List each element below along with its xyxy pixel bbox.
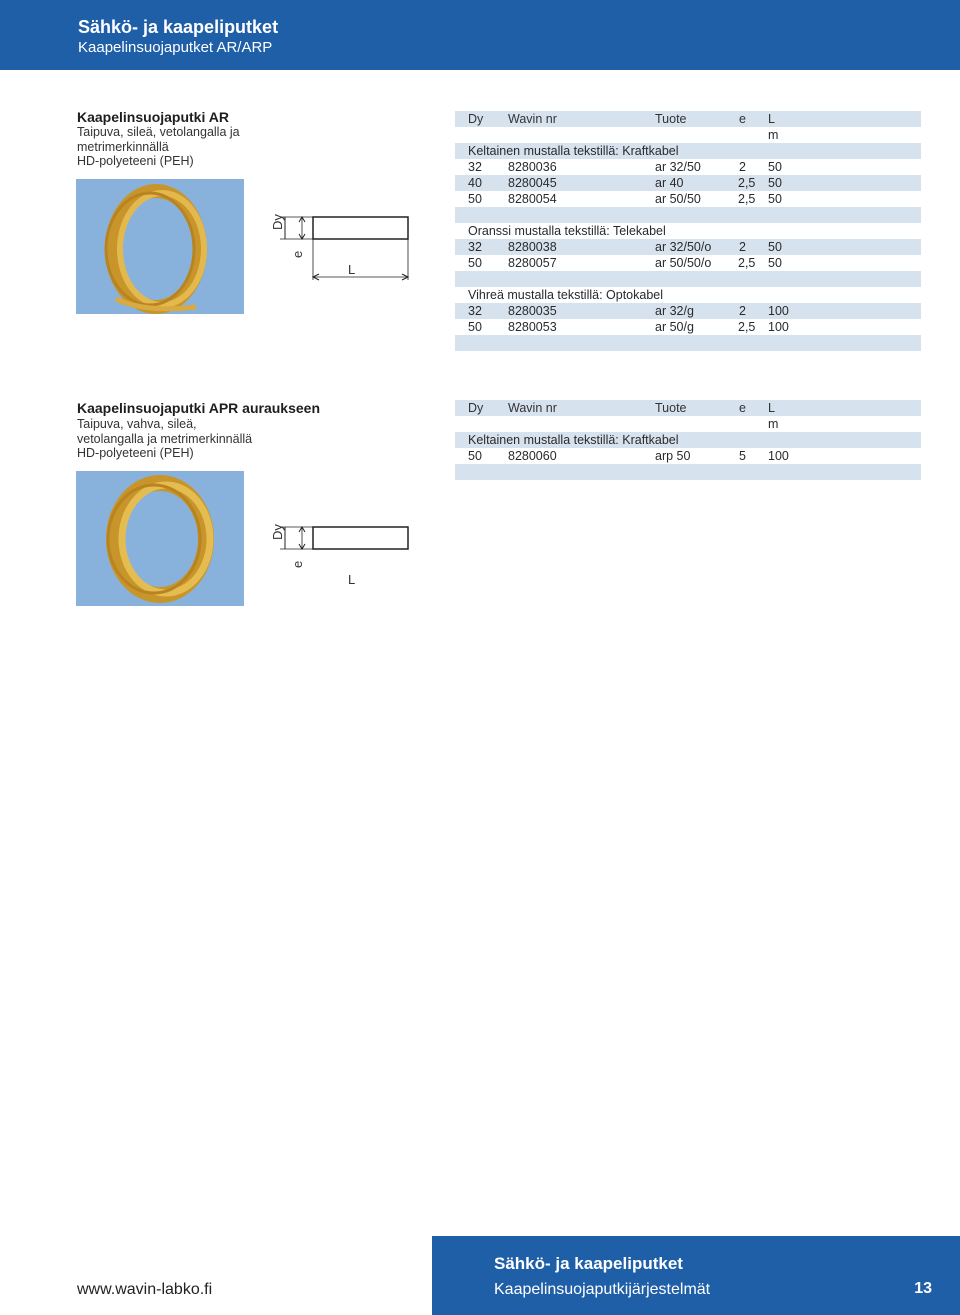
table-row: 32 8280036 ar 32/50 2 50 — [468, 160, 782, 174]
header-subtitle: Kaapelinsuojaputket AR/ARP — [78, 39, 273, 56]
col-dy: Dy — [468, 112, 484, 126]
table-header-row — [455, 111, 921, 127]
unit-m: m — [768, 128, 779, 142]
product-apr-photo — [76, 471, 244, 606]
diagram-label-l: L — [348, 572, 356, 587]
product-apr-description — [77, 417, 252, 461]
spacer-row — [455, 335, 921, 351]
pipe-dimension-diagram — [268, 212, 418, 282]
pipe-coil-image — [76, 179, 244, 314]
footer-bar — [432, 1236, 960, 1315]
section-label: Vihreä mustalla tekstillä: Optokabel — [468, 288, 664, 302]
diagram-label-e: e — [290, 560, 305, 568]
table-row: 32 8280038 ar 32/50/o 2 50 — [455, 239, 921, 255]
product-ar-table — [455, 111, 921, 351]
spacer-row — [455, 207, 921, 223]
table-header-row — [455, 400, 921, 416]
footer-url[interactable]: www.wavin-labko.fi — [77, 1281, 213, 1298]
table-unit-row — [455, 127, 921, 143]
diagram-label-dy: Dy — [270, 214, 285, 230]
table-row: 50 8280054 ar 50/50 2,5 50 — [468, 192, 782, 206]
desc-line: metrimerkinnällä — [77, 139, 169, 154]
footer-title: Sähkö- ja kaapeliputket — [494, 1254, 683, 1273]
section-label: Keltainen mustalla tekstillä: Kraftkabel — [455, 432, 921, 448]
page-header — [0, 0, 960, 70]
col-e: e — [739, 112, 746, 126]
desc-line: HD-polyeteeni (PEH) — [77, 154, 194, 168]
col-l: L — [768, 401, 775, 415]
table-row: 50 8280057 ar 50/50/o 2,5 50 — [468, 256, 782, 270]
product-apr-table — [455, 400, 921, 480]
col-wavin-nr: Wavin nr — [508, 112, 557, 126]
unit-m: m — [768, 417, 779, 431]
page-number: 13 — [914, 1280, 932, 1297]
product-ar-description — [77, 125, 240, 169]
pipe-coil-image — [76, 471, 244, 606]
col-tuote: Tuote — [655, 112, 687, 126]
table-row: 50 8280060 arp 50 5 100 — [468, 449, 789, 463]
table-row: 40 8280045 ar 40 2,5 50 — [455, 175, 921, 191]
footer-subtitle: Kaapelinsuojaputkijärjestelmät — [494, 1281, 711, 1298]
section-label: Oranssi mustalla tekstillä: Telekabel — [468, 224, 666, 238]
col-tuote: Tuote — [655, 401, 687, 415]
table-unit-row — [455, 416, 921, 432]
diagram-label-l: L — [348, 262, 356, 277]
table-row: 50 8280053 ar 50/g 2,5 100 — [468, 320, 789, 334]
col-wavin-nr: Wavin nr — [508, 401, 557, 415]
diagram-label-dy: Dy — [270, 524, 285, 540]
table-row: 32 8280035 ar 32/g 2 100 — [455, 303, 921, 319]
section-label: Keltainen mustalla tekstillä: Kraftkabel — [455, 143, 921, 159]
header-title: Sähkö- ja kaapeliputket — [78, 17, 279, 37]
product-ar-title: Kaapelinsuojaputki AR — [77, 109, 229, 125]
col-e: e — [739, 401, 746, 415]
col-l: L — [768, 112, 775, 126]
desc-line: HD-polyeteeni (PEH) — [77, 446, 194, 460]
page-footer — [0, 1236, 960, 1315]
desc-line: Taipuva, vahva, sileä, — [77, 417, 197, 431]
desc-line: vetolangalla ja metrimerkinnällä — [77, 431, 253, 446]
diagram-label-e: e — [290, 250, 305, 258]
spacer-row — [455, 464, 921, 480]
col-dy: Dy — [468, 401, 484, 415]
desc-line: Taipuva, sileä, vetolangalla ja — [77, 125, 240, 139]
pipe-dimension-diagram — [268, 522, 418, 592]
spacer-row — [455, 271, 921, 287]
product-apr-title: Kaapelinsuojaputki APR auraukseen — [77, 400, 320, 416]
product-ar-photo — [76, 179, 244, 314]
